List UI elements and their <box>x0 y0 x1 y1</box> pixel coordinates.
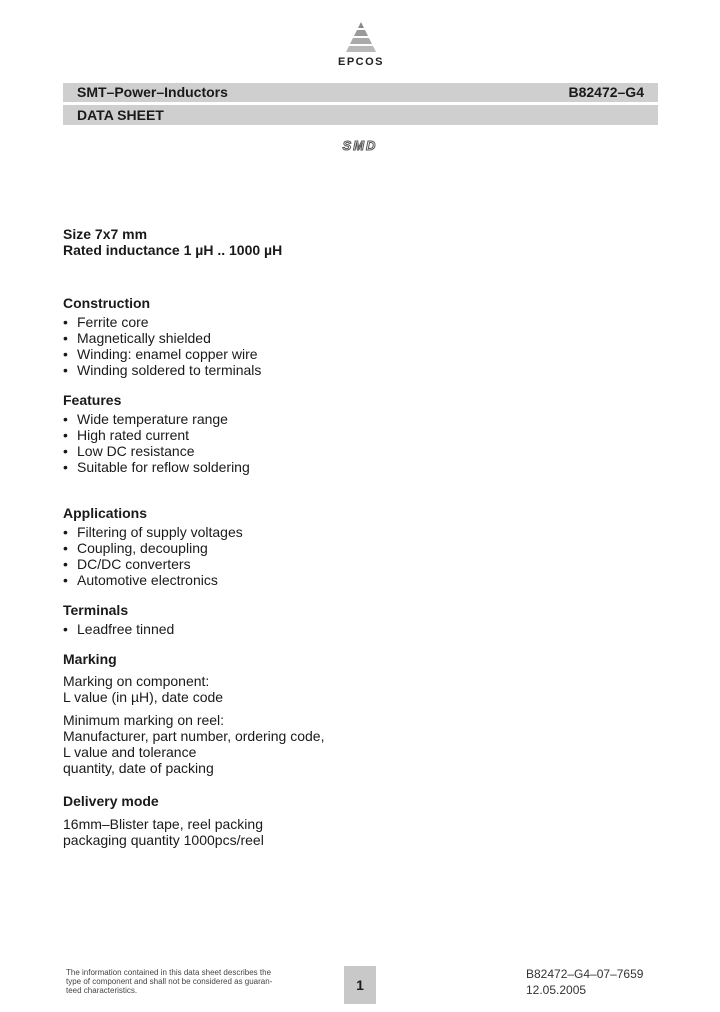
doc-code: B82472–G4–07–7659 <box>526 967 644 981</box>
marking-component-label: Marking on component: <box>63 673 210 689</box>
size-line: Size 7x7 mm <box>63 226 148 242</box>
construction-section <box>63 295 663 378</box>
epcos-triangle-icon <box>341 20 381 54</box>
list-item: • Automotive electronics <box>63 572 663 588</box>
terminals-list <box>63 621 663 637</box>
marking-title: Marking <box>63 651 117 667</box>
delivery-title: Delivery mode <box>63 793 159 809</box>
header-bar <box>63 83 658 102</box>
marking-component-value: L value (in µH), date code <box>63 689 224 705</box>
product-category: SMT–Power–Inductors <box>77 84 228 100</box>
list-item: • Low DC resistance <box>63 443 663 459</box>
terminals-title: Terminals <box>63 602 129 618</box>
list-item: • Filtering of supply voltages <box>63 524 663 540</box>
disclaimer <box>66 968 296 995</box>
doc-type-bar <box>63 105 658 125</box>
smd-badge-text: SMD <box>342 139 378 152</box>
disclaimer-line: teed characteristics. <box>66 986 138 995</box>
marking-reel-line: L value and tolerance <box>63 744 197 760</box>
doc-info <box>526 966 643 998</box>
doc-date: 12.05.2005 <box>526 983 587 997</box>
epcos-logo <box>326 20 396 76</box>
features-section <box>63 392 663 475</box>
delivery-line: packaging quantity 1000pcs/reel <box>63 832 264 848</box>
main-content <box>63 226 663 848</box>
disclaimer-line: The information contained in this data sheet describes the <box>66 968 272 977</box>
list-item: • Wide temperature range <box>63 411 663 427</box>
list-item: • High rated current <box>63 427 663 443</box>
delivery-line: 16mm–Blister tape, reel packing <box>63 816 263 832</box>
features-list <box>63 411 663 475</box>
terminals-section <box>63 602 663 637</box>
inductance-line: Rated inductance 1 µH .. 1000 µH <box>63 242 283 258</box>
list-item: • Suitable for reflow soldering <box>63 459 663 475</box>
list-item: • Ferrite core <box>63 314 663 330</box>
list-item: • Coupling, decoupling <box>63 540 663 556</box>
applications-list <box>63 524 663 588</box>
brand-name: EPCOS <box>337 56 384 68</box>
marking-reel-line: Manufacturer, part number, ordering code, <box>63 728 325 744</box>
part-number: B82472–G4 <box>568 84 644 100</box>
doc-type: DATA SHEET <box>77 107 164 123</box>
marking-section <box>63 651 663 776</box>
applications-title: Applications <box>63 505 148 521</box>
construction-title: Construction <box>63 295 151 311</box>
page-number: 1 <box>344 966 376 1004</box>
applications-section <box>63 505 663 588</box>
disclaimer-line: type of component and shall not be considered as guaran- <box>66 977 273 986</box>
list-item: • Leadfree tinned <box>63 621 663 637</box>
list-item: • Winding soldered to terminals <box>63 362 663 378</box>
list-item: • Magnetically shielded <box>63 330 663 346</box>
list-item: • DC/DC converters <box>63 556 663 572</box>
smd-badge <box>326 139 394 152</box>
marking-reel-label: Minimum marking on reel: <box>63 712 225 728</box>
marking-reel-line: quantity, date of packing <box>63 760 214 776</box>
construction-list <box>63 314 663 378</box>
list-item: • Winding: enamel copper wire <box>63 346 663 362</box>
delivery-section <box>63 793 663 848</box>
features-title: Features <box>63 392 122 408</box>
